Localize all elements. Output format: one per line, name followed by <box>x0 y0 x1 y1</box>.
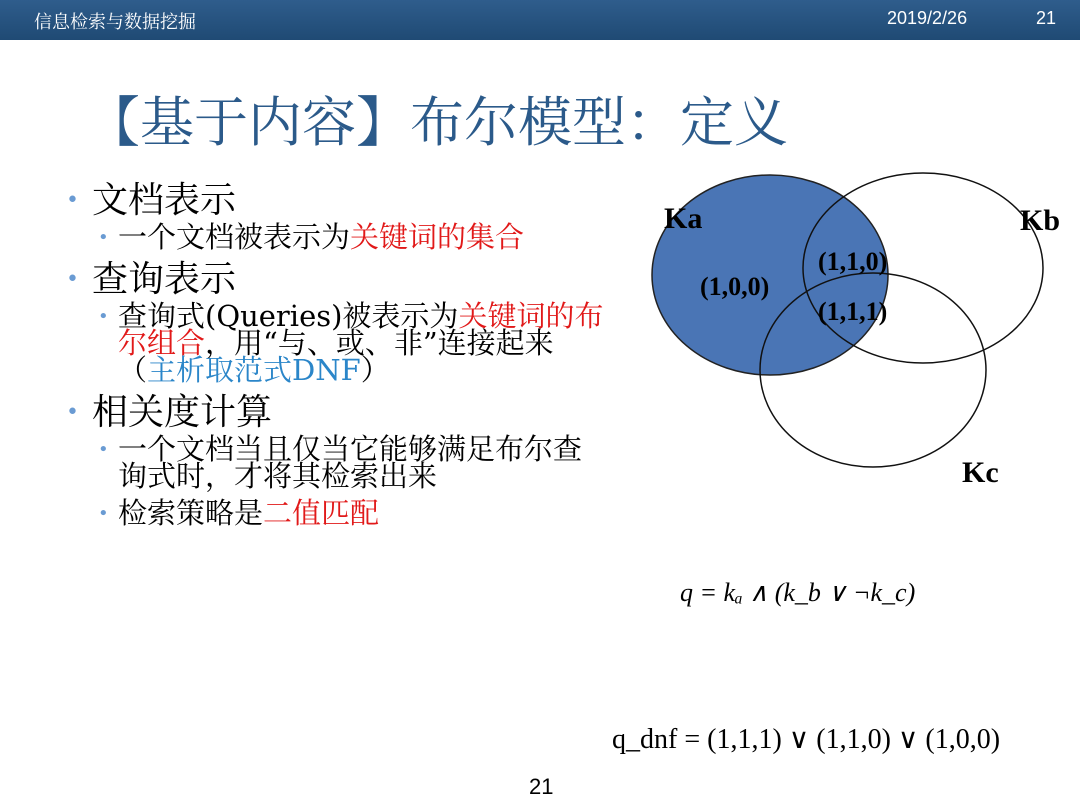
slide-date: 2019/2/26 <box>887 8 968 28</box>
sub-bullet-match: • 一个文档当且仅当它能够满足布尔查询式时，才将其检索出来 <box>62 436 607 490</box>
venn-diagram <box>640 160 1080 500</box>
bullet-list <box>62 182 607 537</box>
sub-bullet-doc: • 一个文档被表示为关键词的集合 <box>62 224 607 251</box>
region-111: (1,1,1) <box>818 297 888 326</box>
slide-title: 【基于内容】布尔模型：定义 <box>86 91 788 154</box>
bullet-doc-representation: • 文档表示 <box>62 182 607 220</box>
bullet-relevance: • 相关度计算 <box>62 394 607 432</box>
label-kc: Kc <box>962 456 999 489</box>
header-page-number: 21 <box>1036 8 1057 28</box>
region-100: (1,0,0) <box>700 272 770 301</box>
header-bar <box>0 0 1080 40</box>
sub-bullet-strategy: • 检索策略是二值匹配 <box>62 500 607 527</box>
course-title: 信息检索与数据挖掘 <box>34 12 196 32</box>
query-equation: q = kₐ ∧ (k_b ∨ ¬k_c) <box>680 578 916 607</box>
region-110: (1,1,0) <box>818 247 888 276</box>
bullet-query-representation: • 查询表示 <box>62 261 607 299</box>
footer-page-number: 21 <box>529 774 554 799</box>
sub-bullet-query: • 查询式(Queries)被表示为关键词的布尔组合，用“与、或、非”连接起来（主析取范式DNF） <box>62 303 607 384</box>
label-ka: Ka <box>664 202 703 235</box>
label-kb: Kb <box>1020 204 1061 237</box>
dnf-equation: q_dnf = (1,1,1) ∨ (1,1,0) ∨ (1,0,0) <box>612 724 1001 755</box>
